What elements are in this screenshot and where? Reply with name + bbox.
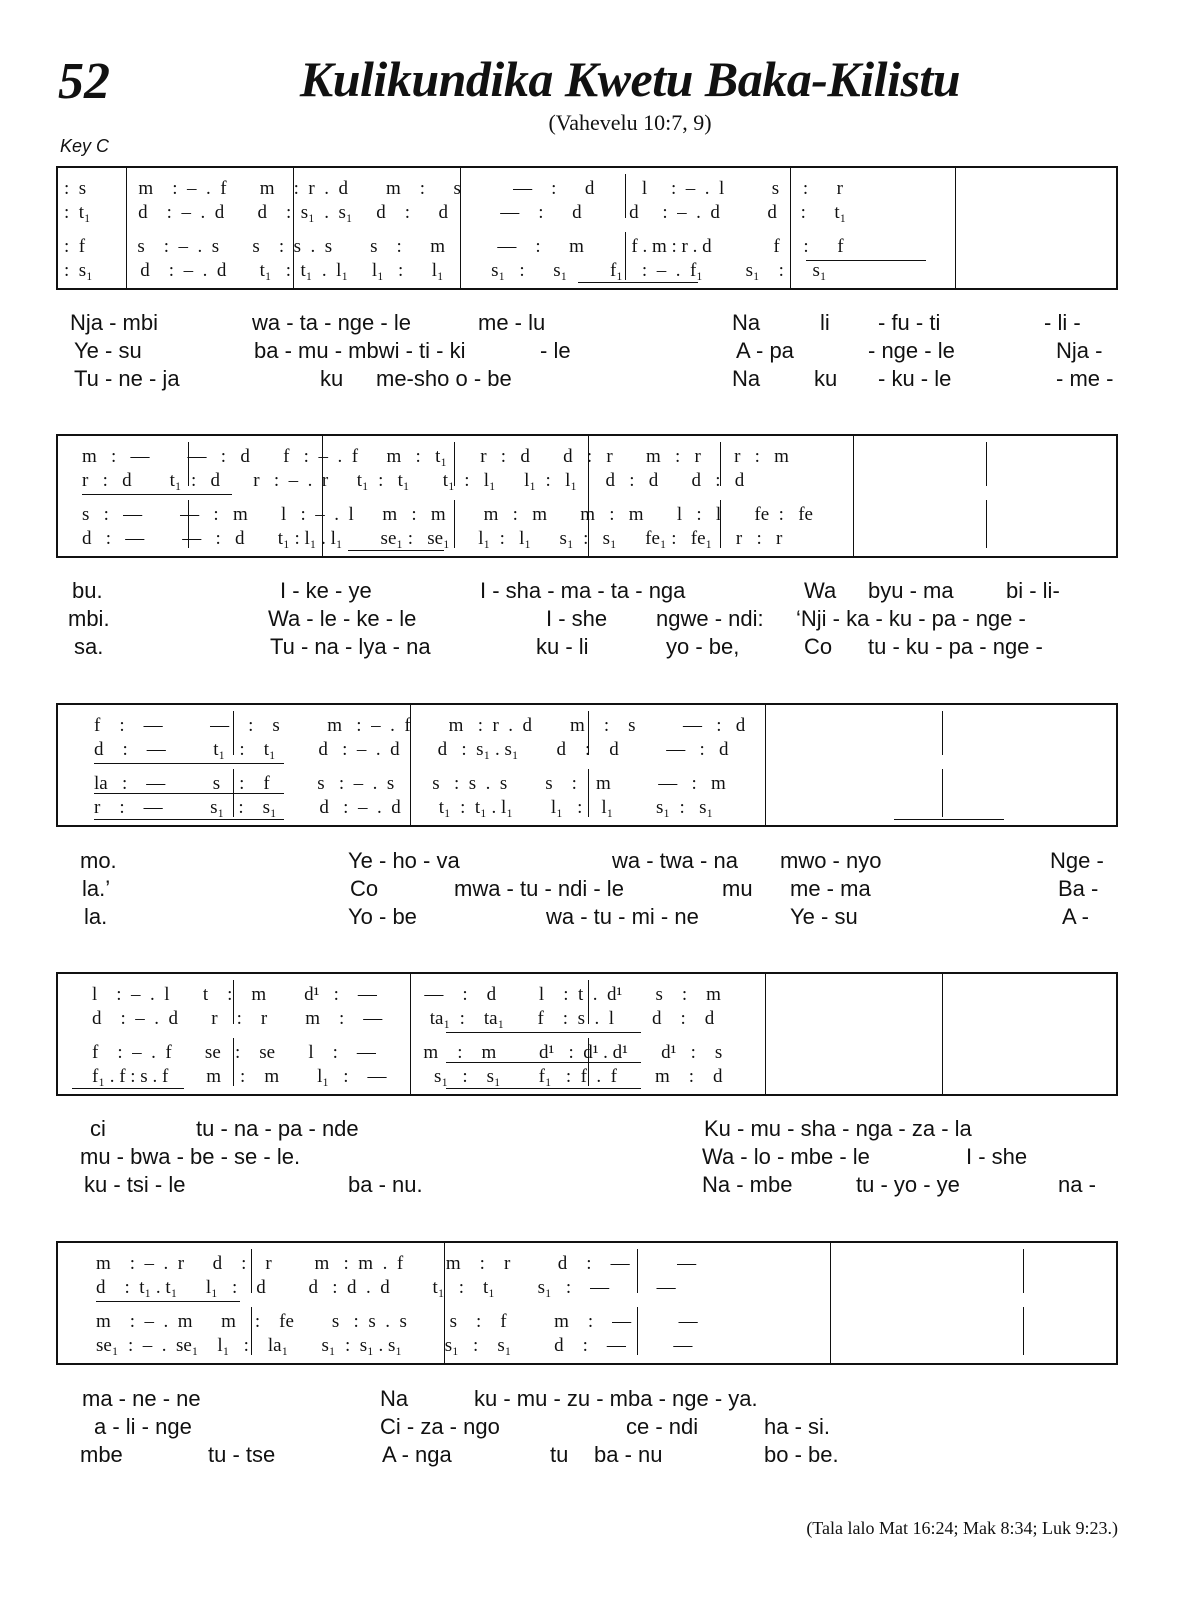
lyric: I - she	[546, 606, 608, 631]
solfa-line: m : – . m m : fe s : s . s s : f m : — —	[96, 1311, 698, 1332]
lyric: mo.	[80, 848, 117, 873]
music-system-4	[56, 972, 1118, 1096]
lyric: ba - mu - mbwi - ti - ki	[254, 338, 466, 363]
solfa-line: f : — — : s m : – . f m : r . d m : s — : d	[94, 715, 746, 736]
lyric: wa - ta - nge - le	[252, 310, 411, 335]
solfa-line: f : – . f se : se l : — m : m d¹ : d¹ . d¹ d¹ : s	[92, 1042, 723, 1063]
solfa-line: l : – . l t : m d¹ : — — : d l : t . d¹ s : m	[92, 984, 721, 1005]
lyric: mu - bwa - be - se - le.	[80, 1144, 301, 1169]
music-system-3	[56, 703, 1118, 827]
lyric: byu - ma	[868, 578, 954, 603]
lyric: tu - tse	[208, 1442, 276, 1467]
lyric: mu	[722, 876, 753, 901]
lyric: - pa	[756, 338, 794, 363]
lyrics-block-3	[56, 848, 1118, 936]
lyric: - ku - le	[878, 366, 952, 391]
lyric: ha - si.	[764, 1414, 831, 1439]
lyric: na -	[1058, 1172, 1096, 1197]
lyric: A - nga	[382, 1442, 452, 1467]
music-system-5	[56, 1241, 1118, 1365]
lyric: bo - be.	[764, 1442, 839, 1467]
lyric: tu - ku - pa - nge -	[868, 634, 1043, 659]
lyric: wa - twa - na	[612, 848, 738, 873]
lyrics-block-1	[56, 310, 1118, 398]
lyric: Wa	[804, 578, 837, 603]
lyric: - li -	[1044, 310, 1081, 335]
lyric: li	[820, 310, 830, 335]
lyric: I - ke - ye	[280, 578, 372, 603]
lyric: ba - nu	[594, 1442, 663, 1467]
lyric: a - li - nge	[94, 1414, 192, 1439]
lyric: Ye - su	[74, 338, 142, 363]
solfa-line: : s m : – . f m : r . d m : s — : d l : – . l s : r	[64, 178, 844, 199]
lyric: yo - be,	[666, 634, 740, 659]
lyric: Na	[380, 1386, 409, 1411]
lyric: me-sho o - be	[376, 366, 512, 391]
lyric: Na	[732, 366, 761, 391]
lyric: la.	[84, 904, 108, 929]
lyric: mbi.	[68, 606, 110, 631]
lyric: - fu - ti	[878, 310, 941, 335]
solfa-line: : t₁ d : – . d d : s₁ . s₁ d : d — : d d : – . d d : t₁	[64, 202, 847, 223]
solfa-line: : f s : – . s s : s . s s : m — : m f . m : r . d f : f	[64, 236, 844, 257]
lyric: - me -	[1056, 366, 1114, 391]
solfa-line: f₁ . f : s . f m : m l₁ : — s₁ : s₁ f₁ : f . f m : d	[92, 1066, 723, 1087]
lyric: I - sha - ma - ta - nga	[480, 578, 686, 603]
lyric: wa - tu - mi - ne	[546, 904, 699, 929]
solfa-line: d : — t₁ : t₁ d : – . d d : s₁ . s₁ d : d — : d	[94, 739, 729, 760]
lyric: Yo - be	[348, 904, 417, 929]
lyric: Wa - le - ke - le	[268, 606, 417, 631]
lyric: Nge -	[1050, 848, 1104, 873]
lyric: Tu - ne - ja	[74, 366, 180, 391]
solfa-line: se₁ : – . se₁ l₁ : la₁ s₁ : s₁ . s₁ s₁ : s₁ d : — —	[96, 1335, 693, 1356]
lyric: ‘Nji - ka - ku - pa - nge -	[796, 606, 1026, 631]
solfa-line: la : — s : f s : – . s s : s . s s : m — : m	[94, 773, 726, 794]
lyric: tu - yo - ye	[856, 1172, 960, 1197]
lyric: tu - na - pa - nde	[196, 1116, 359, 1141]
lyric: - nge - le	[868, 338, 955, 363]
solfa-line: m : – . r d : r m : m . f m : r d : — —	[96, 1253, 697, 1274]
lyric: la.’	[82, 876, 111, 901]
lyric: ma - ne - ne	[82, 1386, 201, 1411]
lyric: Ci - za - ngo	[380, 1414, 500, 1439]
solfa-line: r : — s₁ : s₁ d : – . d t₁ : t₁ . l₁ l₁ : l₁ s₁ : s₁	[94, 797, 714, 818]
lyric: Nja -	[1056, 338, 1103, 363]
footer-reference: (Tala lalo Mat 16:24; Mak 8:34; Luk 9:23.)	[806, 1518, 1118, 1538]
key-signature: Key C	[60, 136, 110, 156]
music-system-1	[56, 166, 1118, 290]
lyric: ngwe - ndi:	[656, 606, 764, 631]
lyric: Na - mbe	[702, 1172, 793, 1197]
solfa-line: : s₁ d : – . d t₁ : t₁ . l₁ l₁ : l₁ s₁ : s₁ f₁ : – . f₁ s₁ : s₁	[64, 260, 827, 281]
lyric: ci	[90, 1116, 106, 1141]
lyric: Ku - mu - sha - nga - za - la	[704, 1116, 972, 1141]
lyric: Wa - lo - mbe - le	[702, 1144, 870, 1169]
solfa-line: m : — — : d f : – . f m : t₁ r : d d : r m : r r : m	[82, 446, 789, 467]
lyric: me - ma	[790, 876, 871, 901]
lyric: bi - li-	[1006, 578, 1060, 603]
lyric: Ye - ho - va	[348, 848, 460, 873]
music-system-2	[56, 434, 1118, 558]
lyric: ku - li	[536, 634, 589, 659]
lyric: ba - nu.	[348, 1172, 423, 1197]
lyric: Ba -	[1058, 876, 1099, 901]
lyric: ce - ndi	[626, 1414, 699, 1439]
lyric: ku	[320, 366, 344, 391]
lyric: I - she	[966, 1144, 1028, 1169]
lyrics-block-2	[56, 578, 1118, 666]
solfa-line: d : — — : d t₁ : l₁ . l₁ se₁ : se₁ l₁ : l₁ s₁ : s₁ fe₁ : fe₁ r : r	[82, 528, 783, 549]
lyric: sa.	[74, 634, 104, 659]
solfa-line: d : t₁ . t₁ l₁ : d d : d . d t₁ : t₁ s₁ : — —	[96, 1277, 676, 1298]
lyric: A	[736, 338, 751, 363]
scripture-reference: (Vahevelu 10:7, 9)	[548, 110, 712, 135]
lyric: mbe	[80, 1442, 123, 1467]
lyric: ku	[814, 366, 838, 391]
lyric: - le	[540, 338, 571, 363]
lyric: me - lu	[478, 310, 546, 335]
lyric: ku - tsi - le	[84, 1172, 186, 1197]
solfa-line: s : — — : m l : – . l m : m m : m m : m l : l fe : fe	[82, 504, 813, 525]
lyric: mwa - tu - ndi - le	[454, 876, 624, 901]
lyric: Ye - su	[790, 904, 858, 929]
lyric: Nja - mbi	[70, 310, 159, 335]
lyrics-block-5	[56, 1386, 1118, 1474]
lyric: Co	[350, 876, 379, 901]
lyric: ku - mu - zu - mba - nge - ya.	[474, 1386, 758, 1411]
solfa-line: r : d t₁ : d r : – . r t₁ : t₁ t₁ : l₁ l₁ : l₁ d : d d : d	[82, 470, 745, 491]
hymn-number: 52	[58, 53, 110, 110]
lyric: bu.	[72, 578, 103, 603]
hymn-title: Kulikundika Kwetu Baka-Kilistu	[299, 51, 961, 107]
lyric: mwo - nyo	[780, 848, 882, 873]
lyric: Tu - na - lya - na	[270, 634, 431, 659]
solfa-line: d : – . d r : r m : — ta₁ : ta₁ f : s . l d : d	[92, 1008, 715, 1029]
lyric: Na	[732, 310, 761, 335]
lyric: Co	[804, 634, 833, 659]
lyric: tu	[550, 1442, 569, 1467]
lyric: A -	[1062, 904, 1089, 929]
lyrics-block-4	[56, 1116, 1118, 1204]
